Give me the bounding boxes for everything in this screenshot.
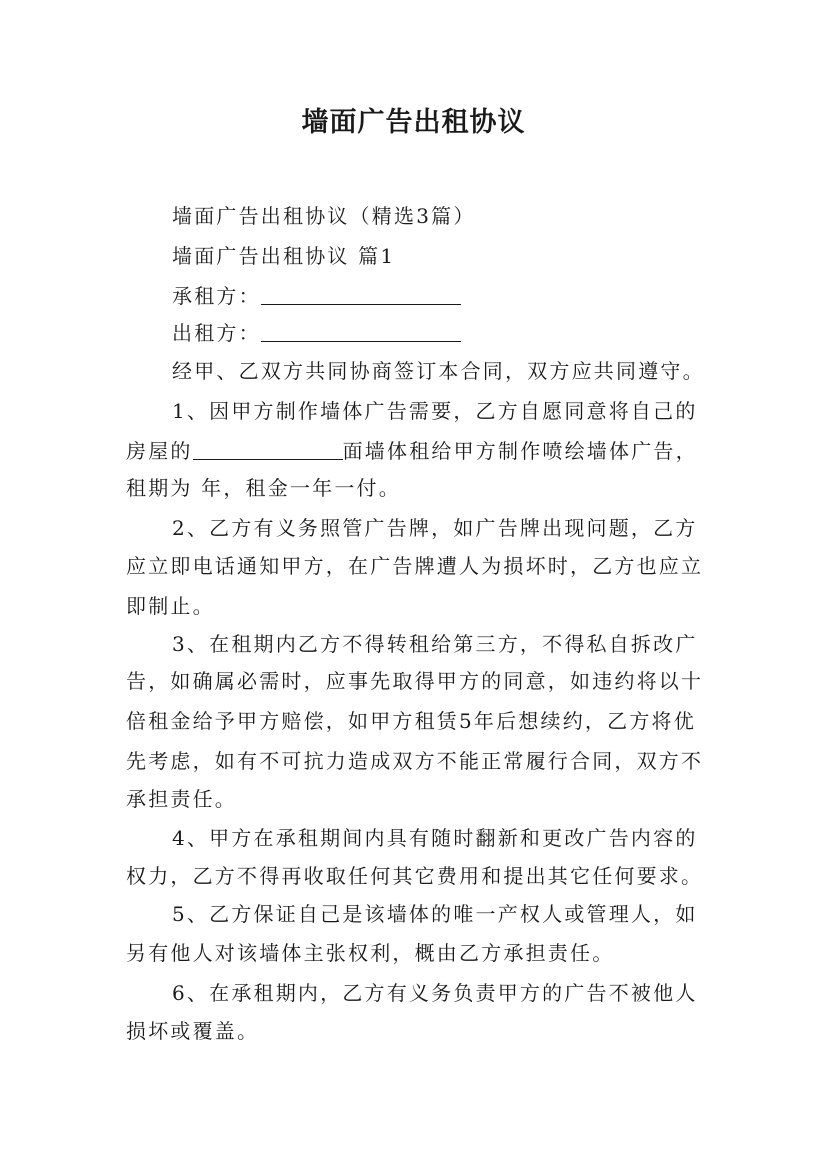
clause2-line2: 应立即电话通知甲方，在广告牌遭人为损坏时，乙方也应立 <box>126 554 704 578</box>
subtitle: 墙面广告出租协议（精选3篇） <box>172 204 476 228</box>
clause5-line1: 5、乙方保证自己是该墙体的唯一产权人或管理人，如 <box>172 902 698 926</box>
lessee-line <box>172 280 762 309</box>
clause4-line1: 4、甲方在承租期间内具有随时翻新和更改广告内容的 <box>172 826 698 850</box>
clause2-line3: 即制止。 <box>126 594 215 618</box>
lessee-label: 承租方： <box>172 284 261 308</box>
clause6-line2: 损坏或覆盖。 <box>126 1019 260 1043</box>
clause3-line5: 承担责任。 <box>126 787 237 811</box>
lessor-label: 出租方： <box>172 321 261 345</box>
clause3-line4: 先考虑，如有不可抗力造成双方不能正常履行合同，双方不 <box>126 749 704 773</box>
clause6-line1: 6、在承租期内，乙方有义务负责甲方的广告不被他人 <box>172 981 698 1005</box>
clause1-line2-before: 房屋的 <box>126 439 193 463</box>
clause3-line2: 告，如确属必需时，应事先取得甲方的同意，如违约将以十 <box>126 669 704 693</box>
lessee-blank <box>261 284 461 305</box>
clause5-line2: 另有他人对该墙体主张权利，概由乙方承担责任。 <box>126 941 615 965</box>
clause4-line2: 权力，乙方不得再收取任何其它费用和提出其它任何要求。 <box>126 864 704 888</box>
intro-paragraph: 经甲、乙双方共同协商签订本合同，双方应共同遵守。 <box>172 359 705 383</box>
clause3-line1: 3、在租期内乙方不得转租给第三方，不得私自拆改广 <box>172 632 698 656</box>
clause2-line1: 2、乙方有义务照管广告牌，如广告牌出现问题，乙方 <box>172 516 698 540</box>
lessor-blank <box>261 321 461 342</box>
clause1-line2 <box>126 435 716 464</box>
section-heading: 墙面广告出租协议 篇1 <box>172 244 396 268</box>
clause1-line2-after: 面墙体租给甲方制作喷绘墙体广告， <box>342 439 698 463</box>
clause1-line1: 1、因甲方制作墙体广告需要，乙方自愿同意将自己的 <box>172 399 698 423</box>
clause3-line3: 倍租金给予甲方赔偿，如甲方租赁5年后想续约，乙方将优 <box>126 709 696 733</box>
wall-blank <box>193 439 343 460</box>
clause1-line3: 租期为 年，租金一年一付。 <box>126 476 401 500</box>
lessor-line <box>172 317 762 346</box>
document-title: 墙面广告出租协议 <box>301 107 526 138</box>
